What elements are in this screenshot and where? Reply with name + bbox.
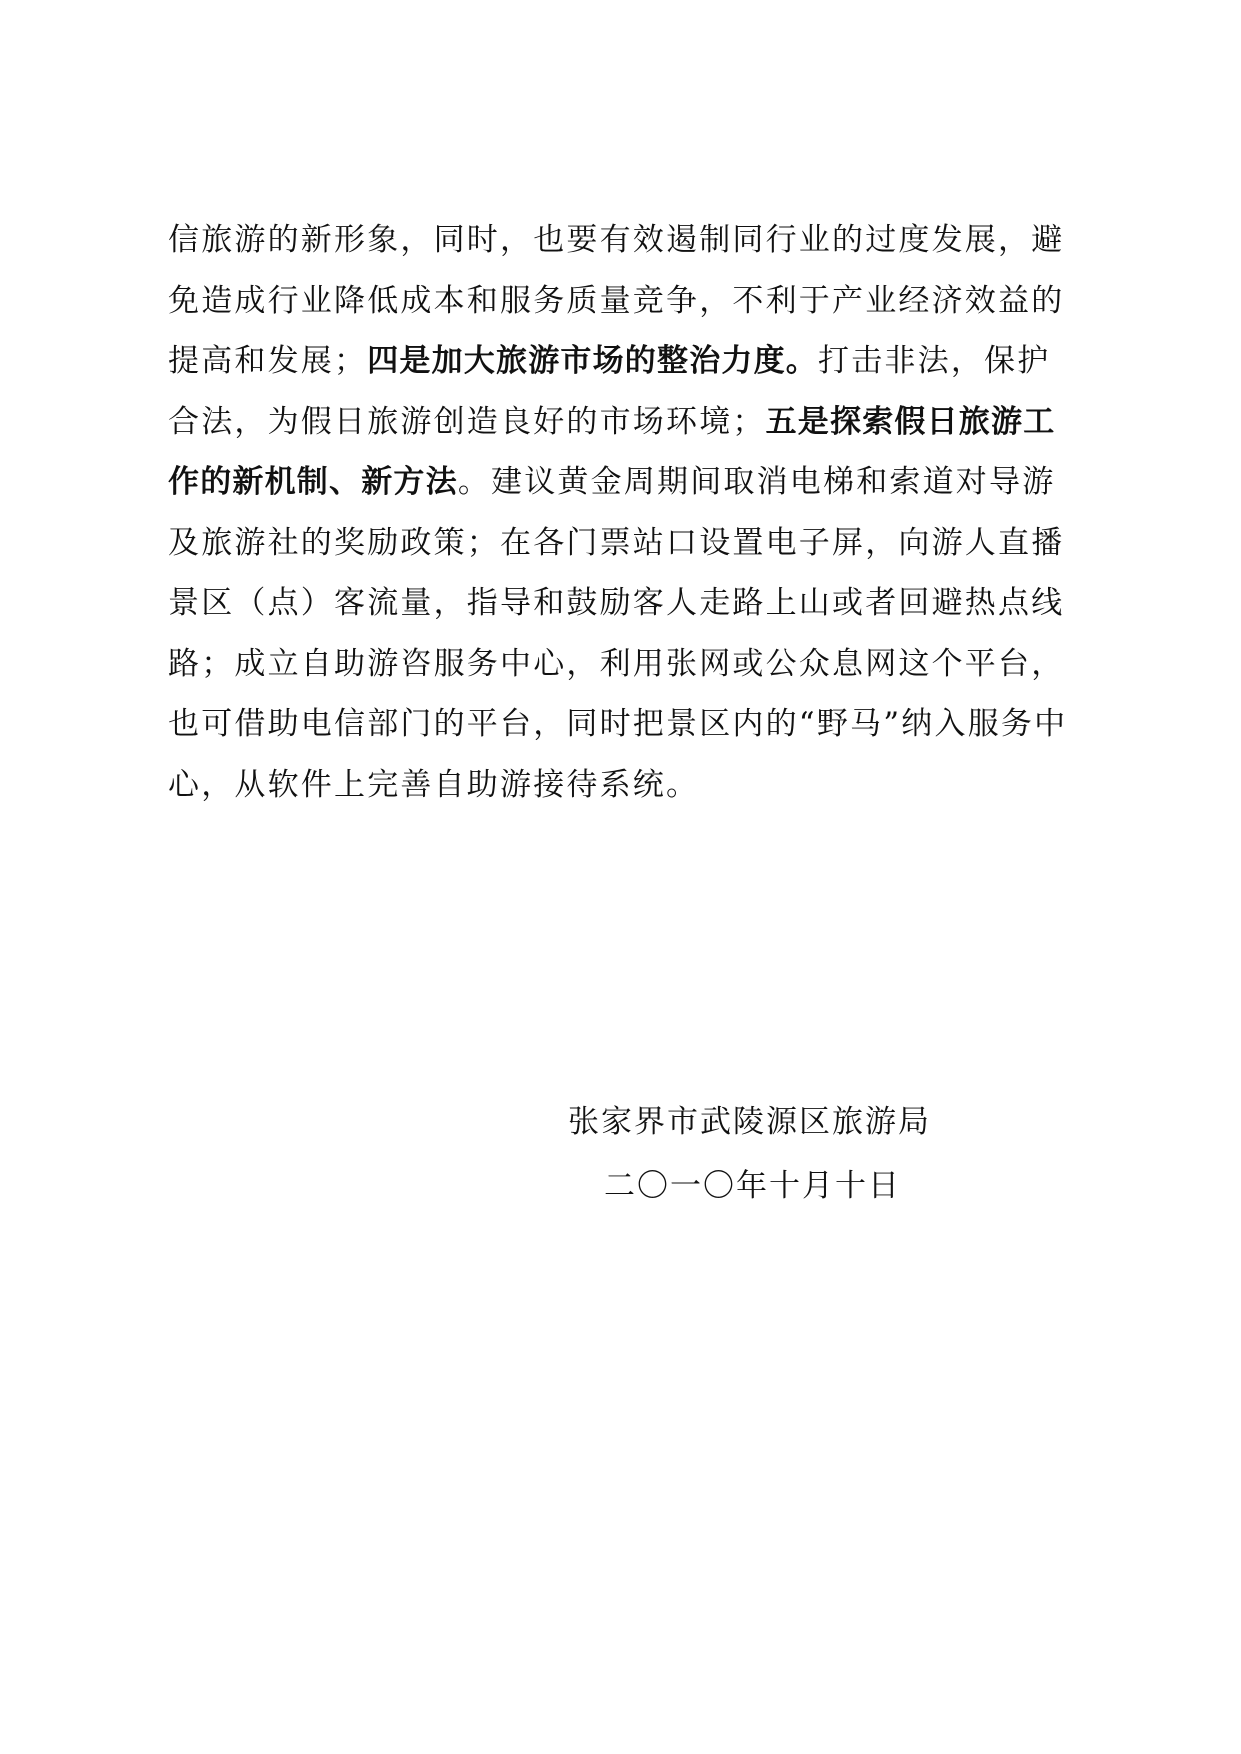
paragraph-line-1: 信旅游的新形象，同时，也要有效遏制同行业的过度发展，避 <box>168 222 1065 258</box>
paragraph-line-2: 免造成行业降低成本和服务质量竞争，不利于产业经济效益的 <box>168 282 1065 319</box>
paragraph-line-4-text-a: 合法，为假日旅游创造良好的市场环境； <box>168 403 766 440</box>
body-paragraph <box>168 210 1078 815</box>
paragraph-line-6: 及旅游社的奖励政策；在各门票站口设置电子屏，向游人直播 <box>168 524 1065 561</box>
signature-date: 二〇一〇年十月十日 <box>604 1168 901 1204</box>
paragraph-line-10: 心，从软件上完善自助游接待系统。 <box>168 766 700 803</box>
paragraph-line-3 <box>168 331 1078 392</box>
paragraph-line-5 <box>168 452 1078 513</box>
paragraph-line-5-text-b: 。建议黄金周期间取消电梯和索道对导游 <box>457 464 1056 500</box>
paragraph-line-7: 景区（点）客流量，指导和鼓励客人走路上山或者回避热点线 <box>168 585 1065 621</box>
paragraph-line-8: 路；成立自助游咨服务中心，利用张网或公众息网这个平台， <box>168 645 1065 682</box>
paragraph-line-3-text-b: 打击非法，保护 <box>818 343 1051 379</box>
point-five-heading-part-1: 五是探索假日旅游工 <box>765 403 1056 440</box>
paragraph-line-9: 也可借助电信部门的平台，同时把景区内的“野马”纳入服务中 <box>168 706 1068 742</box>
point-four-heading: 四是加大旅游市场的整治力度。 <box>367 343 819 379</box>
signature-organization: 张家界市武陵源区旅游局 <box>568 1104 931 1140</box>
paragraph-line-3-text-a: 提高和发展； <box>168 343 368 379</box>
signature-block <box>568 1090 988 1218</box>
paragraph-line-4 <box>168 392 1078 453</box>
point-five-heading-part-2: 作的新机制、新方法 <box>168 464 458 500</box>
